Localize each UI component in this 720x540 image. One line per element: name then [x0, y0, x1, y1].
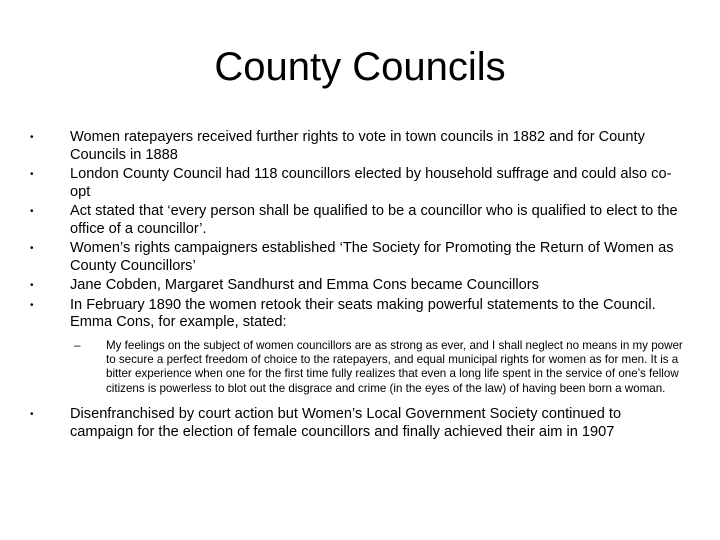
sub-bullet-dash: –: [74, 338, 81, 352]
bullet-item: [26, 406, 686, 441]
bullet-item: [26, 277, 686, 295]
quote-text: My feelings on the subject of women councillors are as strong as ever, and I shall neglect no means in my power to secure a perfect freedom of choice to the ratepayers, and equal municipal rights for women as for men. It is a bitter experience when one for the first time fully realizes that even a long life spent in the service of one’s fellow citizens is powerless to blot out the disgrace and crime (in the eyes of the law) of having been born a woman.: [106, 338, 683, 395]
sub-bullet-list: [70, 339, 686, 397]
bullet-dot: •: [30, 243, 34, 254]
bullet-dot: •: [30, 169, 34, 180]
bullet-text: Disenfranchised by court action but Women’s Local Government Society continued to campaign for the election of female councillors and finally achieved their aim in 1907: [70, 406, 622, 440]
bullet-item: [26, 166, 686, 201]
bullet-dot: •: [30, 206, 34, 217]
bullet-item: [26, 203, 686, 238]
bullet-item: [26, 240, 686, 275]
bullet-dot: •: [30, 409, 34, 421]
bullet-item: [26, 297, 686, 397]
bullet-item: [26, 129, 686, 164]
bullet-dot: •: [30, 299, 34, 311]
bullet-text: Women ratepayers received further rights to vote in town councils in 1882 and for County Councils in 1888: [70, 129, 645, 163]
bullet-text: London County Council had 118 councillors elected by household suffrage and could also co-opt: [70, 166, 672, 200]
bullet-dot: •: [30, 280, 34, 291]
bullet-list: [26, 129, 686, 443]
bullet-dot: •: [30, 132, 34, 143]
slide-title: County Councils: [214, 45, 506, 89]
quote-item: [74, 339, 686, 397]
bullet-text: Women’s rights campaigners established ‘The Society for Promoting the Return of Women as County Councillors’: [70, 240, 674, 274]
bullet-text: Jane Cobden, Margaret Sandhurst and Emma Cons became Councillors: [70, 277, 539, 293]
bullet-text: Act stated that ‘every person shall be qualified to be a councillor who is qualified to elect to the office of a councillor’.: [70, 203, 678, 237]
bullet-text: In February 1890 the women retook their seats making powerful statements to the Council. Emma Cons, for example, stated:: [70, 296, 656, 330]
